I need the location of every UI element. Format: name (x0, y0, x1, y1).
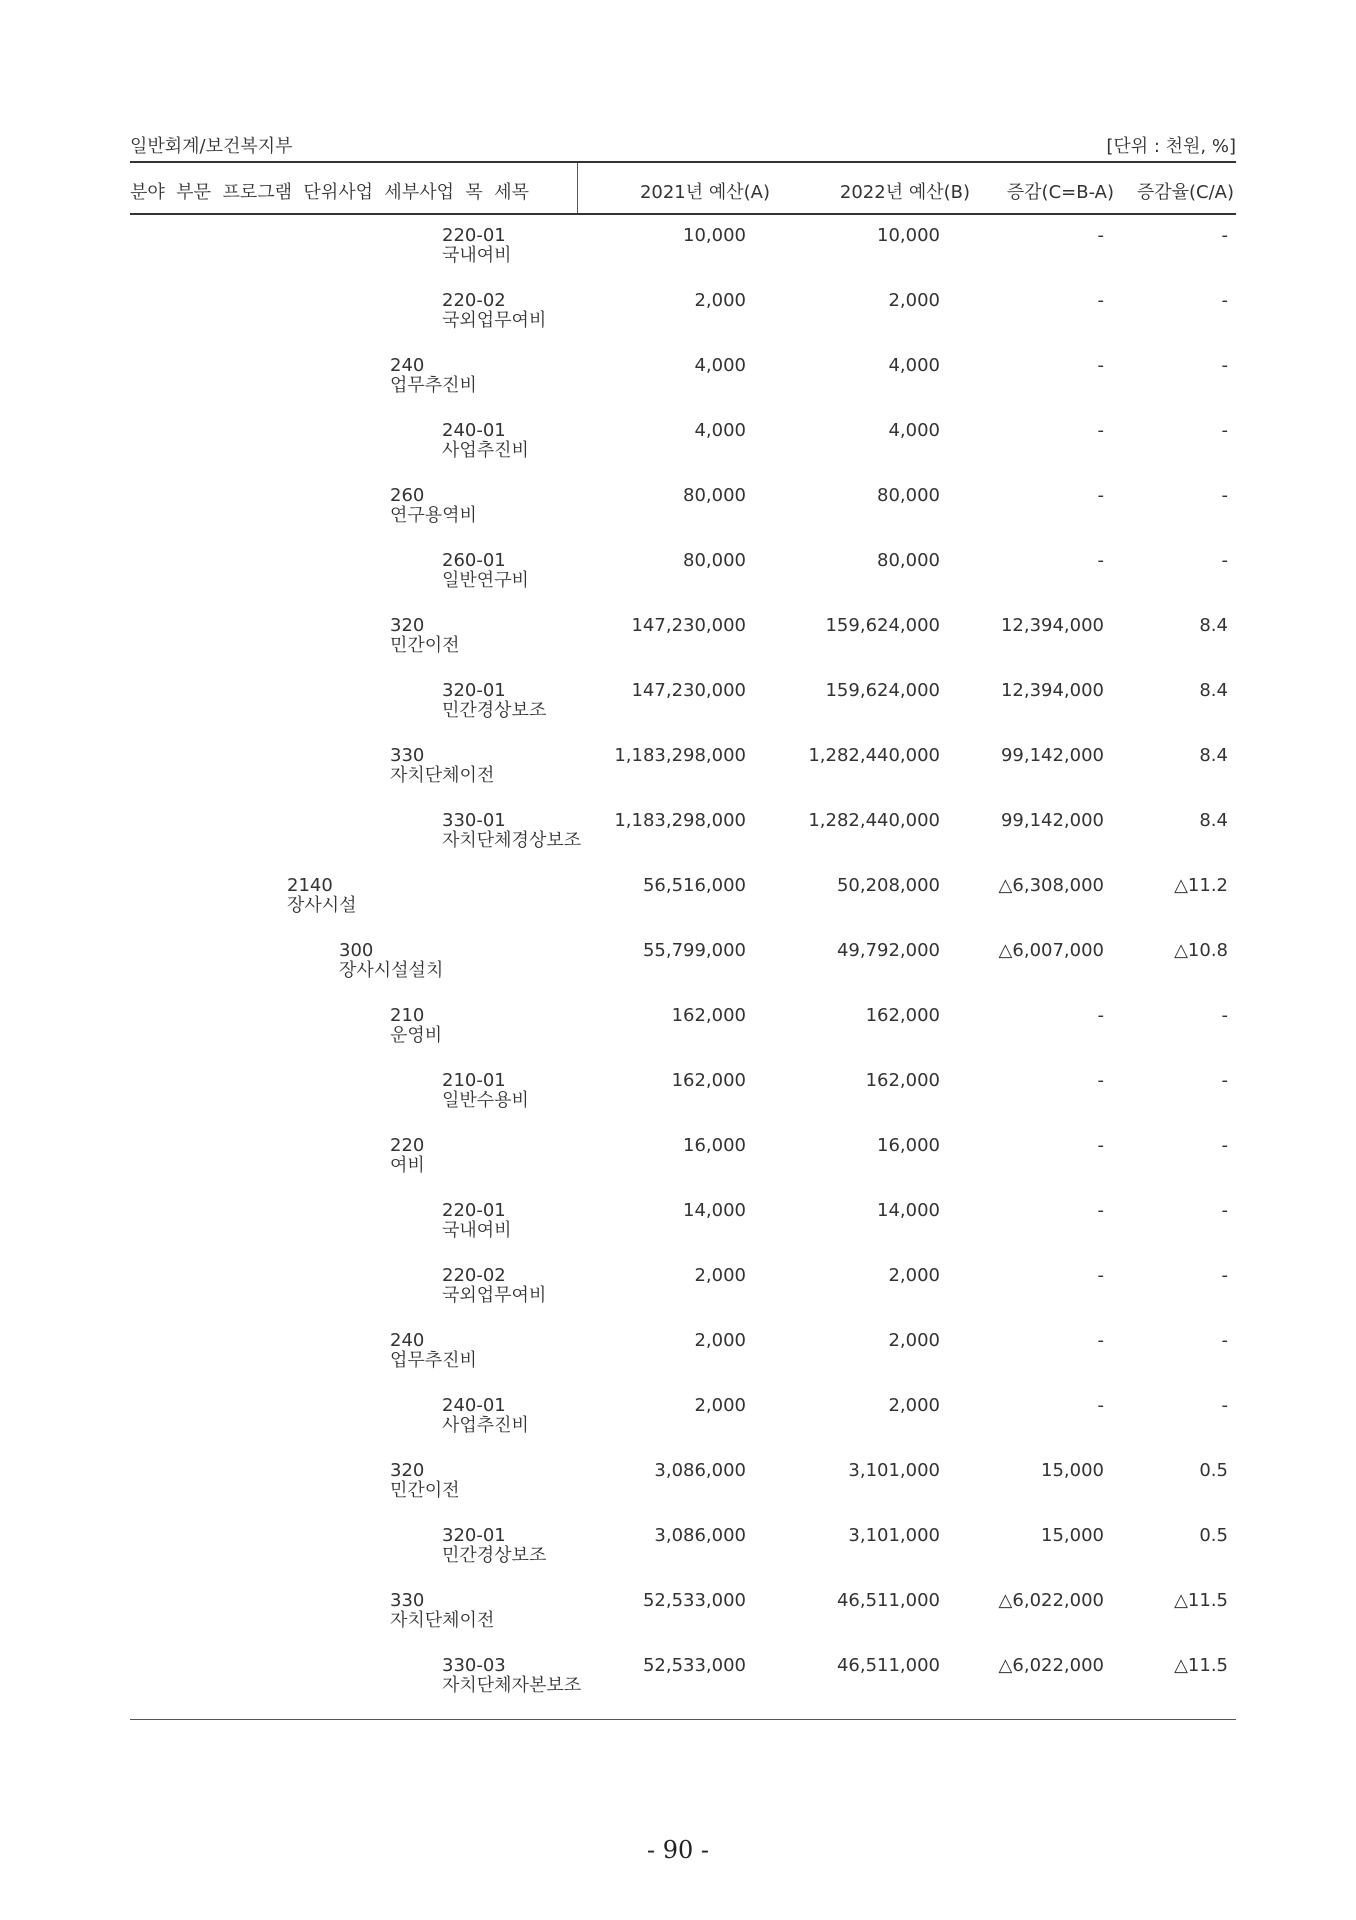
table-row (130, 1262, 1236, 1327)
row-2022-budget: 162,000 (865, 1070, 940, 1091)
row-name: 민간이전 (390, 1480, 460, 1501)
col-change-header: 증감(C=B-A) (1006, 182, 1114, 203)
table-row (130, 1132, 1236, 1197)
row-2021-budget: 2,000 (694, 1330, 746, 1351)
header-divider (577, 163, 578, 214)
row-code: 320 (390, 615, 425, 636)
row-code: 320 (390, 1460, 425, 1481)
row-2022-budget: 10,000 (877, 225, 940, 246)
row-2022-budget: 49,792,000 (836, 940, 940, 961)
row-2022-budget: 50,208,000 (836, 875, 940, 896)
row-2022-budget: 3,101,000 (848, 1525, 940, 1546)
row-name: 사업추진비 (442, 1415, 529, 1436)
row-2021-budget: 80,000 (683, 485, 746, 506)
row-name: 장사시설 (287, 895, 357, 916)
row-name: 국내여비 (442, 1220, 512, 1241)
row-2022-budget: 3,101,000 (848, 1460, 940, 1481)
row-change: - (1097, 485, 1104, 506)
row-2021-budget: 2,000 (694, 290, 746, 311)
row-change: 99,142,000 (1000, 745, 1104, 766)
row-name: 국외업무여비 (442, 310, 547, 331)
table-row (130, 1392, 1236, 1457)
table-row (130, 1067, 1236, 1132)
row-2021-budget: 147,230,000 (631, 615, 746, 636)
row-code: 220-01 (442, 225, 506, 246)
row-name: 자치단체이전 (390, 1610, 495, 1631)
row-2022-budget: 1,282,440,000 (808, 810, 940, 831)
table-row (130, 612, 1236, 677)
row-name: 자치단체경상보조 (442, 830, 582, 851)
row-name: 민간경상보조 (442, 700, 547, 721)
row-change-rate: △11.5 (1174, 1655, 1228, 1676)
row-2022-budget: 4,000 (888, 420, 940, 441)
row-change-rate: 8.4 (1199, 680, 1228, 701)
row-change: △6,007,000 (998, 940, 1104, 961)
row-name: 업무추진비 (390, 375, 477, 396)
row-2022-budget: 2,000 (888, 290, 940, 311)
row-2021-budget: 147,230,000 (631, 680, 746, 701)
row-name: 업무추진비 (390, 1350, 477, 1371)
table-row (130, 1652, 1236, 1717)
row-code: 300 (339, 940, 374, 961)
row-change: - (1097, 355, 1104, 376)
table-row (130, 1327, 1236, 1392)
row-code: 220-02 (442, 290, 506, 311)
row-2021-budget: 1,183,298,000 (614, 745, 746, 766)
row-change-rate: △10.8 (1174, 940, 1228, 961)
row-name: 국외업무여비 (442, 1285, 547, 1306)
row-2021-budget: 80,000 (683, 550, 746, 571)
row-code: 240-01 (442, 1395, 506, 1416)
row-2021-budget: 14,000 (683, 1200, 746, 1221)
row-change: - (1097, 420, 1104, 441)
row-code: 320-01 (442, 1525, 506, 1546)
table-row (130, 547, 1236, 612)
row-name: 사업추진비 (442, 440, 529, 461)
table-row (130, 937, 1236, 1002)
row-2021-budget: 52,533,000 (642, 1590, 746, 1611)
table-row (130, 872, 1236, 937)
row-change: - (1097, 1330, 1104, 1351)
budget-table-body (130, 222, 1236, 1717)
row-code: 330-03 (442, 1655, 506, 1676)
row-2021-budget: 4,000 (694, 355, 746, 376)
row-code: 260-01 (442, 550, 506, 571)
row-2021-budget: 4,000 (694, 420, 746, 441)
row-2021-budget: 52,533,000 (642, 1655, 746, 1676)
col-rate-header: 증감율(C/A) (1136, 182, 1234, 203)
hierarchy-header: 분야 부문 프로그램 단위사업 세부사업 목 세목 (130, 182, 530, 203)
row-2021-budget: 55,799,000 (642, 940, 746, 961)
row-2022-budget: 80,000 (877, 485, 940, 506)
row-code: 210-01 (442, 1070, 506, 1091)
row-code: 2140 (287, 875, 333, 896)
row-code: 210 (390, 1005, 425, 1026)
row-code: 220-02 (442, 1265, 506, 1286)
table-row (130, 742, 1236, 807)
row-change: △6,022,000 (998, 1590, 1104, 1611)
col-2022-header: 2022년 예산(B) (839, 182, 970, 203)
row-change-rate: - (1221, 550, 1228, 571)
row-2021-budget: 162,000 (671, 1070, 746, 1091)
row-change-rate: - (1221, 1135, 1228, 1156)
table-row (130, 807, 1236, 872)
row-name: 일반수용비 (442, 1090, 529, 1111)
row-2022-budget: 46,511,000 (836, 1590, 940, 1611)
row-change: - (1097, 1265, 1104, 1286)
row-name: 일반연구비 (442, 570, 529, 591)
row-2021-budget: 10,000 (683, 225, 746, 246)
row-2022-budget: 159,624,000 (825, 680, 940, 701)
row-change-rate: △11.2 (1174, 875, 1228, 896)
row-name: 국내여비 (442, 245, 512, 266)
row-code: 240-01 (442, 420, 506, 441)
row-2022-budget: 162,000 (865, 1005, 940, 1026)
row-code: 330 (390, 1590, 425, 1611)
row-2021-budget: 3,086,000 (654, 1460, 746, 1481)
row-code: 220-01 (442, 1200, 506, 1221)
row-2022-budget: 14,000 (877, 1200, 940, 1221)
row-change-rate: 8.4 (1199, 810, 1228, 831)
table-row (130, 482, 1236, 547)
row-2022-budget: 2,000 (888, 1330, 940, 1351)
row-change-rate: - (1221, 1005, 1228, 1026)
row-change: 12,394,000 (1000, 615, 1104, 636)
table-row (130, 1587, 1236, 1652)
row-2022-budget: 159,624,000 (825, 615, 940, 636)
table-row (130, 287, 1236, 352)
row-change-rate: - (1221, 1395, 1228, 1416)
row-change: 12,394,000 (1000, 680, 1104, 701)
table-row (130, 677, 1236, 742)
row-change-rate: △11.5 (1174, 1590, 1228, 1611)
row-change-rate: - (1221, 1330, 1228, 1351)
row-name: 연구용역비 (390, 505, 477, 526)
row-change: △6,308,000 (998, 875, 1104, 896)
row-2021-budget: 2,000 (694, 1395, 746, 1416)
row-change: △6,022,000 (998, 1655, 1104, 1676)
row-code: 240 (390, 355, 425, 376)
row-change: - (1097, 290, 1104, 311)
page-number: - 90 - (646, 1836, 709, 1864)
row-name: 민간이전 (390, 635, 460, 656)
row-change-rate: 0.5 (1199, 1460, 1228, 1481)
table-row (130, 417, 1236, 482)
row-name: 자치단체자본보조 (442, 1675, 582, 1696)
row-2022-budget: 2,000 (888, 1395, 940, 1416)
row-change-rate: - (1221, 1070, 1228, 1091)
row-name: 자치단체이전 (390, 765, 495, 786)
row-change-rate: - (1221, 420, 1228, 441)
row-2021-budget: 1,183,298,000 (614, 810, 746, 831)
row-change: - (1097, 1395, 1104, 1416)
row-2021-budget: 3,086,000 (654, 1525, 746, 1546)
row-2022-budget: 46,511,000 (836, 1655, 940, 1676)
row-change: - (1097, 1135, 1104, 1156)
row-code: 220 (390, 1135, 425, 1156)
row-change: - (1097, 1070, 1104, 1091)
table-row (130, 1197, 1236, 1262)
row-name: 민간경상보조 (442, 1545, 547, 1566)
row-name: 여비 (390, 1155, 425, 1176)
row-change: - (1097, 1200, 1104, 1221)
row-code: 330-01 (442, 810, 506, 831)
account-label: 일반회계/보건복지부 (130, 136, 293, 157)
row-change: 15,000 (1041, 1525, 1104, 1546)
row-2022-budget: 4,000 (888, 355, 940, 376)
row-2022-budget: 1,282,440,000 (808, 745, 940, 766)
row-2021-budget: 16,000 (683, 1135, 746, 1156)
row-2022-budget: 80,000 (877, 550, 940, 571)
row-code: 330 (390, 745, 425, 766)
row-2022-budget: 2,000 (888, 1265, 940, 1286)
row-change-rate: 0.5 (1199, 1525, 1228, 1546)
row-change-rate: - (1221, 225, 1228, 246)
row-code: 320-01 (442, 680, 506, 701)
row-change: 15,000 (1041, 1460, 1104, 1481)
table-row (130, 222, 1236, 287)
row-change-rate: - (1221, 485, 1228, 506)
col-2021-header: 2021년 예산(A) (639, 182, 770, 203)
row-change: - (1097, 550, 1104, 571)
row-change-rate: 8.4 (1199, 745, 1228, 766)
table-row (130, 1522, 1236, 1587)
row-2021-budget: 2,000 (694, 1265, 746, 1286)
table-header (130, 172, 1236, 212)
row-change: - (1097, 1005, 1104, 1026)
row-change-rate: 8.4 (1199, 615, 1228, 636)
row-change-rate: - (1221, 290, 1228, 311)
table-row (130, 352, 1236, 417)
table-row (130, 1002, 1236, 1067)
row-2021-budget: 56,516,000 (642, 875, 746, 896)
row-code: 240 (390, 1330, 425, 1351)
header-bottom-rule (130, 213, 1236, 215)
row-2021-budget: 162,000 (671, 1005, 746, 1026)
row-change: 99,142,000 (1000, 810, 1104, 831)
row-2022-budget: 16,000 (877, 1135, 940, 1156)
table-caption (130, 132, 1236, 158)
table-row (130, 1457, 1236, 1522)
row-change-rate: - (1221, 1200, 1228, 1221)
row-name: 장사시설설치 (339, 960, 444, 981)
row-change: - (1097, 225, 1104, 246)
table-bottom-rule (130, 1719, 1236, 1720)
header-top-rule (130, 161, 1236, 163)
row-name: 운영비 (390, 1025, 443, 1046)
row-change-rate: - (1221, 355, 1228, 376)
row-change-rate: - (1221, 1265, 1228, 1286)
row-code: 260 (390, 485, 425, 506)
unit-label: [단위 : 천원, %] (1106, 136, 1236, 157)
